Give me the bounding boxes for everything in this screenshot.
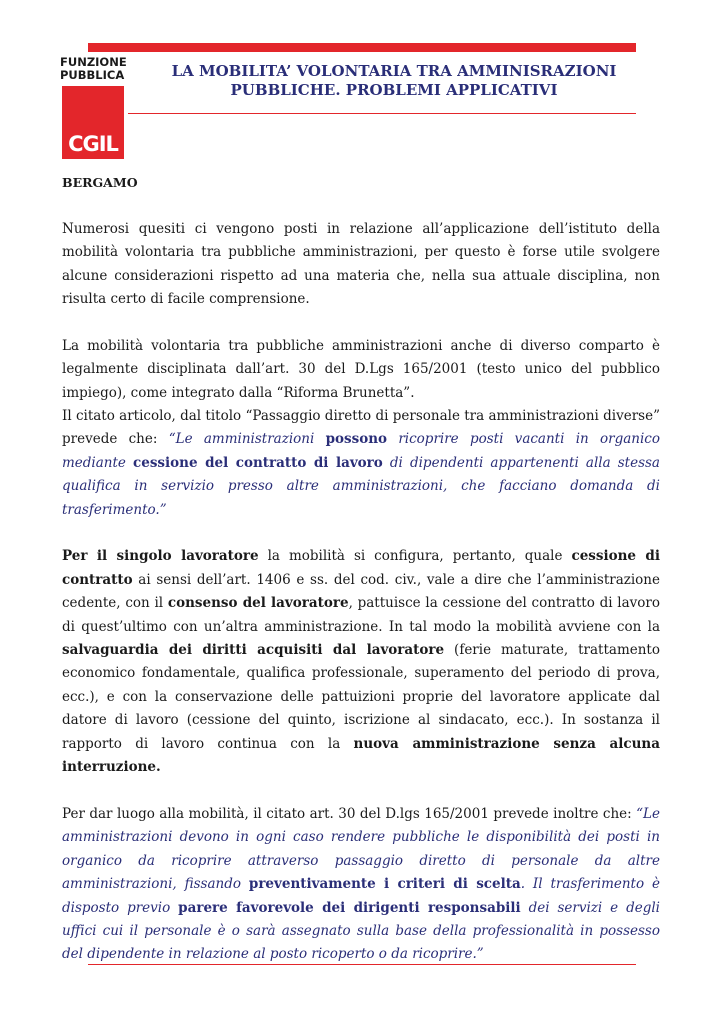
p5-quote-1: “Le amministrazioni devono in ogni caso rendere pubbliche le disponibilità dei posti in organico da ricoprire attraverso passaggio diretto di personale da altre amministrazioni, fissando xyxy=(62,805,660,893)
location-heading: BERGAMO xyxy=(62,175,138,190)
page-title xyxy=(148,62,640,100)
paragraph-3 xyxy=(62,405,660,522)
paragraph-4 xyxy=(62,545,660,779)
p4-bold-2: cessione di contratto xyxy=(62,548,660,588)
p3-quote-3: di dipendenti appartenenti alla stessa qualifica in servizio presso altre amministrazioni, che facciano domanda di trasferimento.” xyxy=(62,454,660,518)
title-divider xyxy=(128,113,636,114)
paragraph-1: Numerosi quesiti ci vengono posti in relazione all’applicazione dell’istituto della mobilità volontaria tra pubbliche amministrazioni, per questo è forse utile svolgere alcune considerazioni rispetto ad una materia che, nella sua attuale disciplina, non risulta certo di facile comprensione. xyxy=(62,220,660,308)
p4-text-4: (ferie maturate, trattamento economico fondamentale, qualifica professionale, superamento del periodo di prova, ecc.), e con la conservazione delle pattuizioni proprie del lavoratore applicate dal datore di lavoro (cessione del quinto, iscrizione al sindacato, ecc.). In sostanza il rapporto di lavoro continua con la xyxy=(62,642,660,752)
p5-intro: Per dar luogo alla mobilità, il citato art. 30 del D.lgs 165/2001 prevede inoltre che: xyxy=(62,805,637,822)
p4-bold-4: salvaguardia dei diritti acquisiti dal lavoratore xyxy=(62,642,445,659)
logo-line-2: PUBBLICA xyxy=(60,68,125,82)
header-red-bar xyxy=(88,43,636,52)
p3-quote-1: “Le amministrazioni xyxy=(168,431,326,448)
p4-text-2: ai sensi dell’art. 1406 e ss. del cod. civ., vale a dire che l’amministrazione cedente, con il xyxy=(62,571,660,612)
p4-text-1: la mobilità si configura, pertanto, quale xyxy=(258,548,572,565)
p5-quote-bold-2: parere favorevole dei dirigenti responsabili xyxy=(178,899,521,916)
p5-quote-2: . Il trasferimento è disposto previo xyxy=(62,876,660,916)
p3-quote-bold-2: cessione del contratto di lavoro xyxy=(133,454,383,471)
document-body xyxy=(62,168,660,967)
logo-line-1: FUNZIONE xyxy=(60,55,127,69)
logo-text xyxy=(60,56,130,82)
p5-quote-3: dei servizi e degli uffici cui il personale è o sarà assegnato sulla base della professionalità in possesso del dipendente in relazione al posto ricoperto o da ricoprire.” xyxy=(62,899,660,963)
paragraph-5 xyxy=(62,803,660,967)
p4-bold-3: consenso del lavoratore xyxy=(167,595,349,612)
logo-brand: CGIL xyxy=(68,132,118,156)
title-line-2: PUBBLICHE. PROBLEMI APPLICATIVI xyxy=(230,81,558,99)
p3-intro: Il citato articolo, dal titolo “Passaggio diretto di personale tra amministrazioni diverse” prevede che: xyxy=(62,408,660,448)
p4-bold-1: Per il singolo lavoratore xyxy=(62,548,259,565)
p3-quote-2: ricoprire posti vacanti in organico mediante xyxy=(62,431,660,471)
footer-divider xyxy=(88,964,636,965)
p4-bold-5: nuova amministrazione senza alcuna interruzione. xyxy=(62,735,660,776)
p4-text-3: , pattuisce la cessione del contratto di lavoro di quest’ultimo con un’altra amministrazione. In tal modo la mobilità avviene con la xyxy=(62,595,660,635)
paragraph-2: La mobilità volontaria tra pubbliche amministrazioni anche di diverso comparto è legalmente disciplinata dall’art. 30 del D.Lgs 165/2001 (testo unico del pubblico impiego), come integrato dalla “Riforma Brunetta”. xyxy=(62,337,660,401)
title-line-1: LA MOBILITA’ VOLONTARIA TRA AMMINISRAZIONI xyxy=(171,62,617,80)
p3-quote-bold-1: possono xyxy=(325,431,388,448)
p5-quote-bold-1: preventivamente i criteri di scelta xyxy=(248,876,521,893)
cgil-logo xyxy=(62,86,124,159)
